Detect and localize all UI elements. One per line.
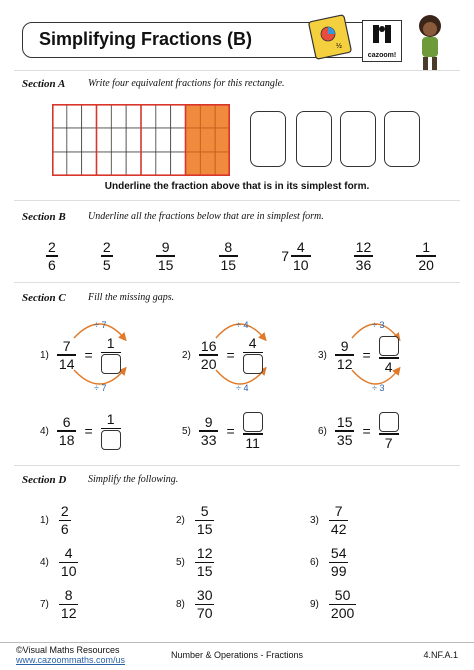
denominator: 35 (336, 431, 353, 448)
grid-cell (200, 104, 215, 128)
grid-cell (111, 152, 126, 176)
denominator: 99 (330, 563, 347, 580)
numerator: 1 (106, 411, 115, 427)
numerator: 15 (336, 413, 353, 430)
answer-box[interactable] (243, 354, 263, 374)
question-number: 1) (40, 349, 49, 361)
denominator: 36 (355, 256, 372, 273)
grid-cell (111, 104, 126, 128)
simplify-question (176, 546, 214, 579)
grid-cell (67, 128, 82, 152)
section-b-instruction: Underline all the fractions below that are in simplest form. (88, 211, 324, 222)
grid-cell (215, 104, 230, 128)
svg-text:½: ½ (336, 43, 342, 50)
question-number: 7) (40, 598, 49, 610)
divide-label: ÷ 7 (94, 383, 107, 393)
fraction (59, 588, 79, 621)
grid-cell (141, 104, 156, 128)
grid-cell (82, 128, 97, 152)
gap-question (40, 336, 121, 374)
numerator: 4 (64, 545, 73, 561)
divide-label: ÷ 7 (94, 320, 107, 330)
numerator: 12 (196, 545, 213, 561)
divide-label: ÷ 4 (236, 383, 249, 393)
answer-box[interactable] (296, 111, 332, 167)
equals-sign: = (84, 423, 93, 440)
numerator: 1 (106, 335, 115, 351)
section-a-instruction: Write four equivalent fractions for this rectangle. (88, 78, 285, 89)
fraction-bar (101, 352, 121, 354)
cazoom-logo (362, 20, 402, 62)
grid-cell (97, 152, 112, 176)
fraction-item[interactable] (354, 240, 374, 273)
notebook-icon (306, 14, 356, 60)
fraction (416, 240, 436, 273)
equals-sign: = (226, 347, 235, 364)
numerator: 2 (102, 238, 111, 255)
question-number: 5) (176, 556, 185, 568)
grid-cell (141, 128, 156, 152)
grid-cell (126, 128, 141, 152)
grid-cell (171, 104, 186, 128)
equals-sign: = (362, 423, 371, 440)
section-d-label: Section D (22, 474, 67, 486)
simplify-question (176, 504, 214, 537)
fraction (329, 588, 356, 621)
section-d-instruction: Simplify the following. (88, 474, 179, 485)
left-fraction (199, 339, 219, 372)
gap-question (40, 412, 121, 450)
grid-cell (52, 128, 67, 152)
question-number: 4) (40, 556, 49, 568)
section-b-label: Section B (22, 211, 66, 223)
denominator: 15 (196, 563, 213, 580)
footer-copyright: ©Visual Maths Resources (16, 645, 120, 655)
answer-box[interactable] (243, 412, 263, 432)
divide-label: ÷ 3 (372, 320, 385, 330)
denominator: 5 (102, 256, 111, 273)
grid-cell (126, 104, 141, 128)
grid-cell (215, 128, 230, 152)
numerator: 30 (196, 587, 213, 603)
denominator: 7 (384, 434, 393, 451)
denominator: 42 (330, 521, 347, 538)
fraction (354, 240, 374, 273)
fraction (59, 546, 79, 579)
answer-box[interactable] (340, 111, 376, 167)
simplify-question (40, 546, 78, 579)
answer-box[interactable] (101, 354, 121, 374)
denominator: 10 (292, 256, 309, 273)
grid-cell (186, 128, 201, 152)
question-number: 8) (176, 598, 185, 610)
simplify-question (40, 588, 78, 621)
fraction-item[interactable] (156, 240, 176, 273)
grid-cell (215, 152, 230, 176)
logo-mark-icon (363, 21, 401, 47)
logo-text: cazoom! (367, 52, 397, 59)
denominator: 10 (60, 563, 77, 580)
fraction-bar (243, 352, 263, 354)
numerator: 1 (422, 238, 431, 255)
section-a-label: Section A (22, 78, 66, 90)
fraction (329, 546, 349, 579)
answer-box[interactable] (250, 111, 286, 167)
numerator: 9 (340, 337, 349, 354)
grid-cell (52, 104, 67, 128)
left-fraction (57, 339, 77, 372)
question-number: 3) (310, 514, 319, 526)
numerator: 4 (248, 335, 257, 351)
simplify-question (310, 546, 348, 579)
gap-question (182, 412, 263, 450)
numerator: 2 (60, 503, 69, 519)
fraction (195, 504, 215, 537)
denominator: 18 (58, 431, 75, 448)
numerator: 16 (200, 337, 217, 354)
numerator: 12 (355, 238, 372, 255)
fraction (219, 240, 239, 273)
fraction (101, 240, 113, 273)
fraction (329, 504, 349, 537)
grid-cell (52, 152, 67, 176)
denominator: 15 (220, 256, 237, 273)
fraction-item[interactable] (46, 240, 58, 273)
simplify-question (310, 504, 348, 537)
question-number: 2) (182, 349, 191, 361)
footer-topic: Number & Operations - Fractions (170, 650, 304, 660)
mascot-girl-icon (410, 12, 450, 74)
grid-cell (111, 128, 126, 152)
numerator: 4 (296, 238, 305, 255)
whole-number: 7 (281, 248, 289, 264)
equals-sign: = (84, 347, 93, 364)
equals-sign: = (226, 423, 235, 440)
grid-cell (97, 104, 112, 128)
fraction (195, 588, 215, 621)
left-fraction (335, 415, 355, 448)
fraction-item[interactable] (219, 240, 239, 273)
question-number: 2) (176, 514, 185, 526)
footer-url-link[interactable]: www.cazoommaths.com/us (16, 655, 126, 665)
numerator: 7 (62, 337, 71, 354)
footer-divider (0, 642, 474, 643)
numerator: 9 (204, 413, 213, 430)
left-fraction (199, 415, 219, 448)
section-c-label: Section C (22, 292, 66, 304)
right-fraction (243, 336, 263, 374)
divider (14, 465, 460, 466)
gap-question (318, 412, 399, 450)
answer-box[interactable] (379, 336, 399, 356)
grid-cell (156, 128, 171, 152)
right-fraction (243, 412, 263, 450)
divide-label: ÷ 4 (236, 320, 249, 330)
grid-cell (171, 152, 186, 176)
answer-box[interactable] (101, 430, 121, 450)
simplify-question (40, 504, 71, 537)
fraction-item[interactable] (101, 240, 113, 273)
denominator: 4 (384, 358, 393, 375)
left-fraction (335, 339, 355, 372)
numerator: 8 (224, 238, 233, 255)
question-number: 6) (310, 556, 319, 568)
numerator: 5 (200, 503, 209, 519)
right-fraction (379, 412, 399, 450)
grid-cell (82, 104, 97, 128)
denominator: 15 (157, 256, 174, 273)
right-fraction (379, 336, 399, 374)
gap-question (182, 336, 263, 374)
page-title: Simplifying Fractions (B) (39, 29, 253, 49)
denominator: 200 (330, 605, 355, 622)
grid-cell (141, 152, 156, 176)
question-number: 6) (318, 425, 327, 437)
grid-cell (67, 104, 82, 128)
fraction (195, 546, 215, 579)
numerator: 50 (334, 587, 351, 603)
denominator: 6 (60, 521, 69, 538)
denominator: 12 (60, 605, 77, 622)
section-c-instruction: Fill the missing gaps. (88, 292, 175, 303)
divider (14, 200, 460, 201)
grid-cell (186, 152, 201, 176)
section-a-note: Underline the fraction above that is in its simplest form. (104, 181, 370, 192)
grid-cell (200, 152, 215, 176)
fraction-item[interactable] (281, 240, 310, 273)
fraction (291, 240, 311, 273)
denominator: 12 (336, 355, 353, 372)
answer-box[interactable] (379, 412, 399, 432)
fraction (46, 240, 58, 273)
numerator: 54 (330, 545, 347, 561)
footer-code: 4.NF.A.1 (423, 650, 458, 660)
divide-label: ÷ 3 (372, 383, 385, 393)
left-fraction (57, 415, 77, 448)
numerator: 2 (48, 238, 56, 255)
denominator: 20 (418, 256, 434, 273)
fraction (59, 504, 71, 537)
fraction (156, 240, 176, 273)
denominator: 33 (200, 431, 217, 448)
denominator: 6 (48, 256, 56, 273)
denominator: 11 (245, 434, 260, 451)
grid-cell (200, 128, 215, 152)
question-number: 3) (318, 349, 327, 361)
divider (14, 70, 460, 71)
fraction-bar (101, 428, 121, 430)
section-b-fractions (46, 238, 436, 274)
divider (14, 282, 460, 283)
question-number: 5) (182, 425, 191, 437)
numerator: 9 (161, 238, 170, 255)
question-number: 1) (40, 514, 49, 526)
denominator: 70 (196, 605, 213, 622)
grid-cell (67, 152, 82, 176)
grid-cell (156, 104, 171, 128)
equals-sign: = (362, 347, 371, 364)
grid-cell (156, 152, 171, 176)
simplify-question (310, 588, 356, 621)
simplify-question (176, 588, 214, 621)
grid-cell (126, 152, 141, 176)
gap-question (318, 336, 399, 374)
denominator: 14 (58, 355, 75, 372)
denominator: 20 (200, 355, 217, 372)
right-fraction (101, 336, 121, 374)
fraction-item[interactable] (416, 240, 436, 273)
numerator: 8 (64, 587, 73, 603)
numerator: 6 (62, 413, 71, 430)
fraction-grid (52, 104, 230, 176)
grid-cell (97, 128, 112, 152)
question-number: 9) (310, 598, 319, 610)
right-fraction (101, 412, 121, 450)
question-number: 4) (40, 425, 49, 437)
grid-cell (82, 152, 97, 176)
denominator: 15 (196, 521, 213, 538)
grid-cell (186, 104, 201, 128)
answer-box[interactable] (384, 111, 420, 167)
grid-cell (171, 128, 186, 152)
numerator: 7 (334, 503, 343, 519)
